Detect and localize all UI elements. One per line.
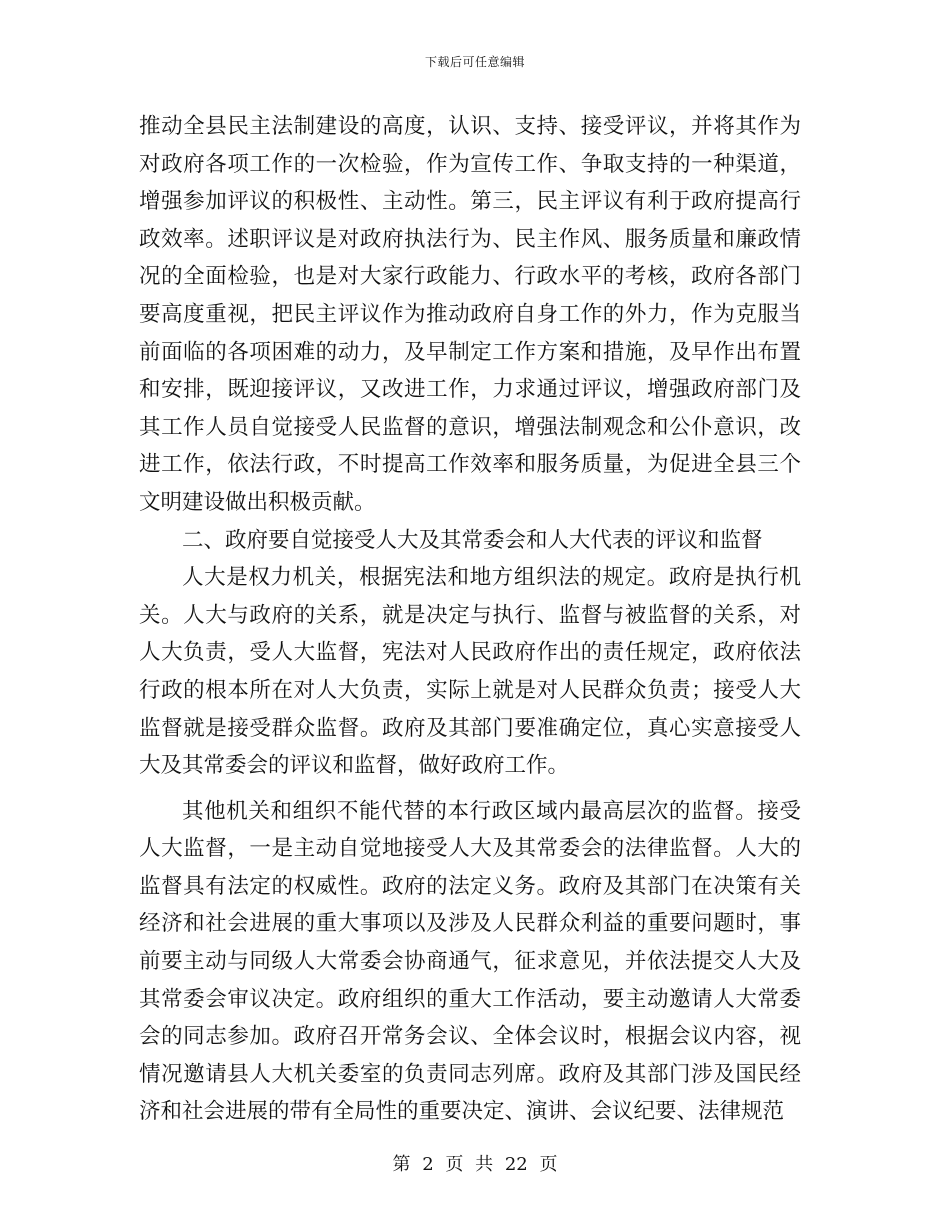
section-heading: 二、政府要自觉接受人大及其常委会和人大代表的评议和监督	[182, 527, 763, 553]
page-number-footer: 第 2 页 共 22 页	[392, 1154, 558, 1175]
paragraph-people-congress: 人大是权力机关，根据宪法和地方组织法的规定。政府是执行机关。人大与政府的关系，就是决定与执行、监督与被监督的关系，对人大负责，受人大监督，宪法对人民政府作出的责任规定，政府依法行政的根本所在对人大负责，实际上就是对人民群众负责；接受人大监督就是接受群众监督。政府及其部门要准确定位，真心实意接受人大及其常委会的评议和监督，做好政府工作。	[139, 565, 801, 779]
paragraph-continuation: 推动全县民主法制建设的高度，认识、支持、接受评议，并将其作为对政府各项工作的一次检验，作为宣传工作、争取支持的一种渠道，增强参加评议的积极性、主动性。第三，民主评议有利于政府提高行政效率。述职评议是对政府执法行为、民主作风、服务质量和廉政情况的全面检验，也是对大家行政能力、行政水平的考核，政府各部门要高度重视，把民主评议作为推动政府自身工作的外力，作为克服当前面临的各项困难的动力，及早制定工作方案和措施，及早作出布置和安排，既迎接评议，又改进工作，力求通过评议，增强政府部门及其工作人员自觉接受人民监督的意识，增强法制观念和公仆意识，改进工作，依法行政，不时提高工作效率和服务质量，为促进全县三个文明建设做出积极贡献。	[139, 114, 801, 515]
document-body	[139, 108, 801, 1131]
page-header: 下载后可任意编辑	[424, 55, 525, 69]
paragraph-supervision: 其他机关和组织不能代替的本行政区域内最高层次的监督。接受人大监督，一是主动自觉地接受人大及其常委会的法律监督。人大的监督具有法定的权威性。政府的法定义务。政府及其部门在决策有关经济和社会进展的重大事项以及涉及人民群众利益的重要问题时，事前要主动与同级人大常委会协商通气，征求意见，并依法提交人大及其常委会审议决定。政府组织的重大工作活动，要主动邀请人大常委会的同志参加。政府召开常务会议、全体会议时，根据会议内容，视情况邀请县人大机关委室的负责同志列席。政府及其部门涉及国民经济和社会进展的带有全局性的重要决定、演讲、会议纪要、法律规范	[139, 798, 801, 1125]
